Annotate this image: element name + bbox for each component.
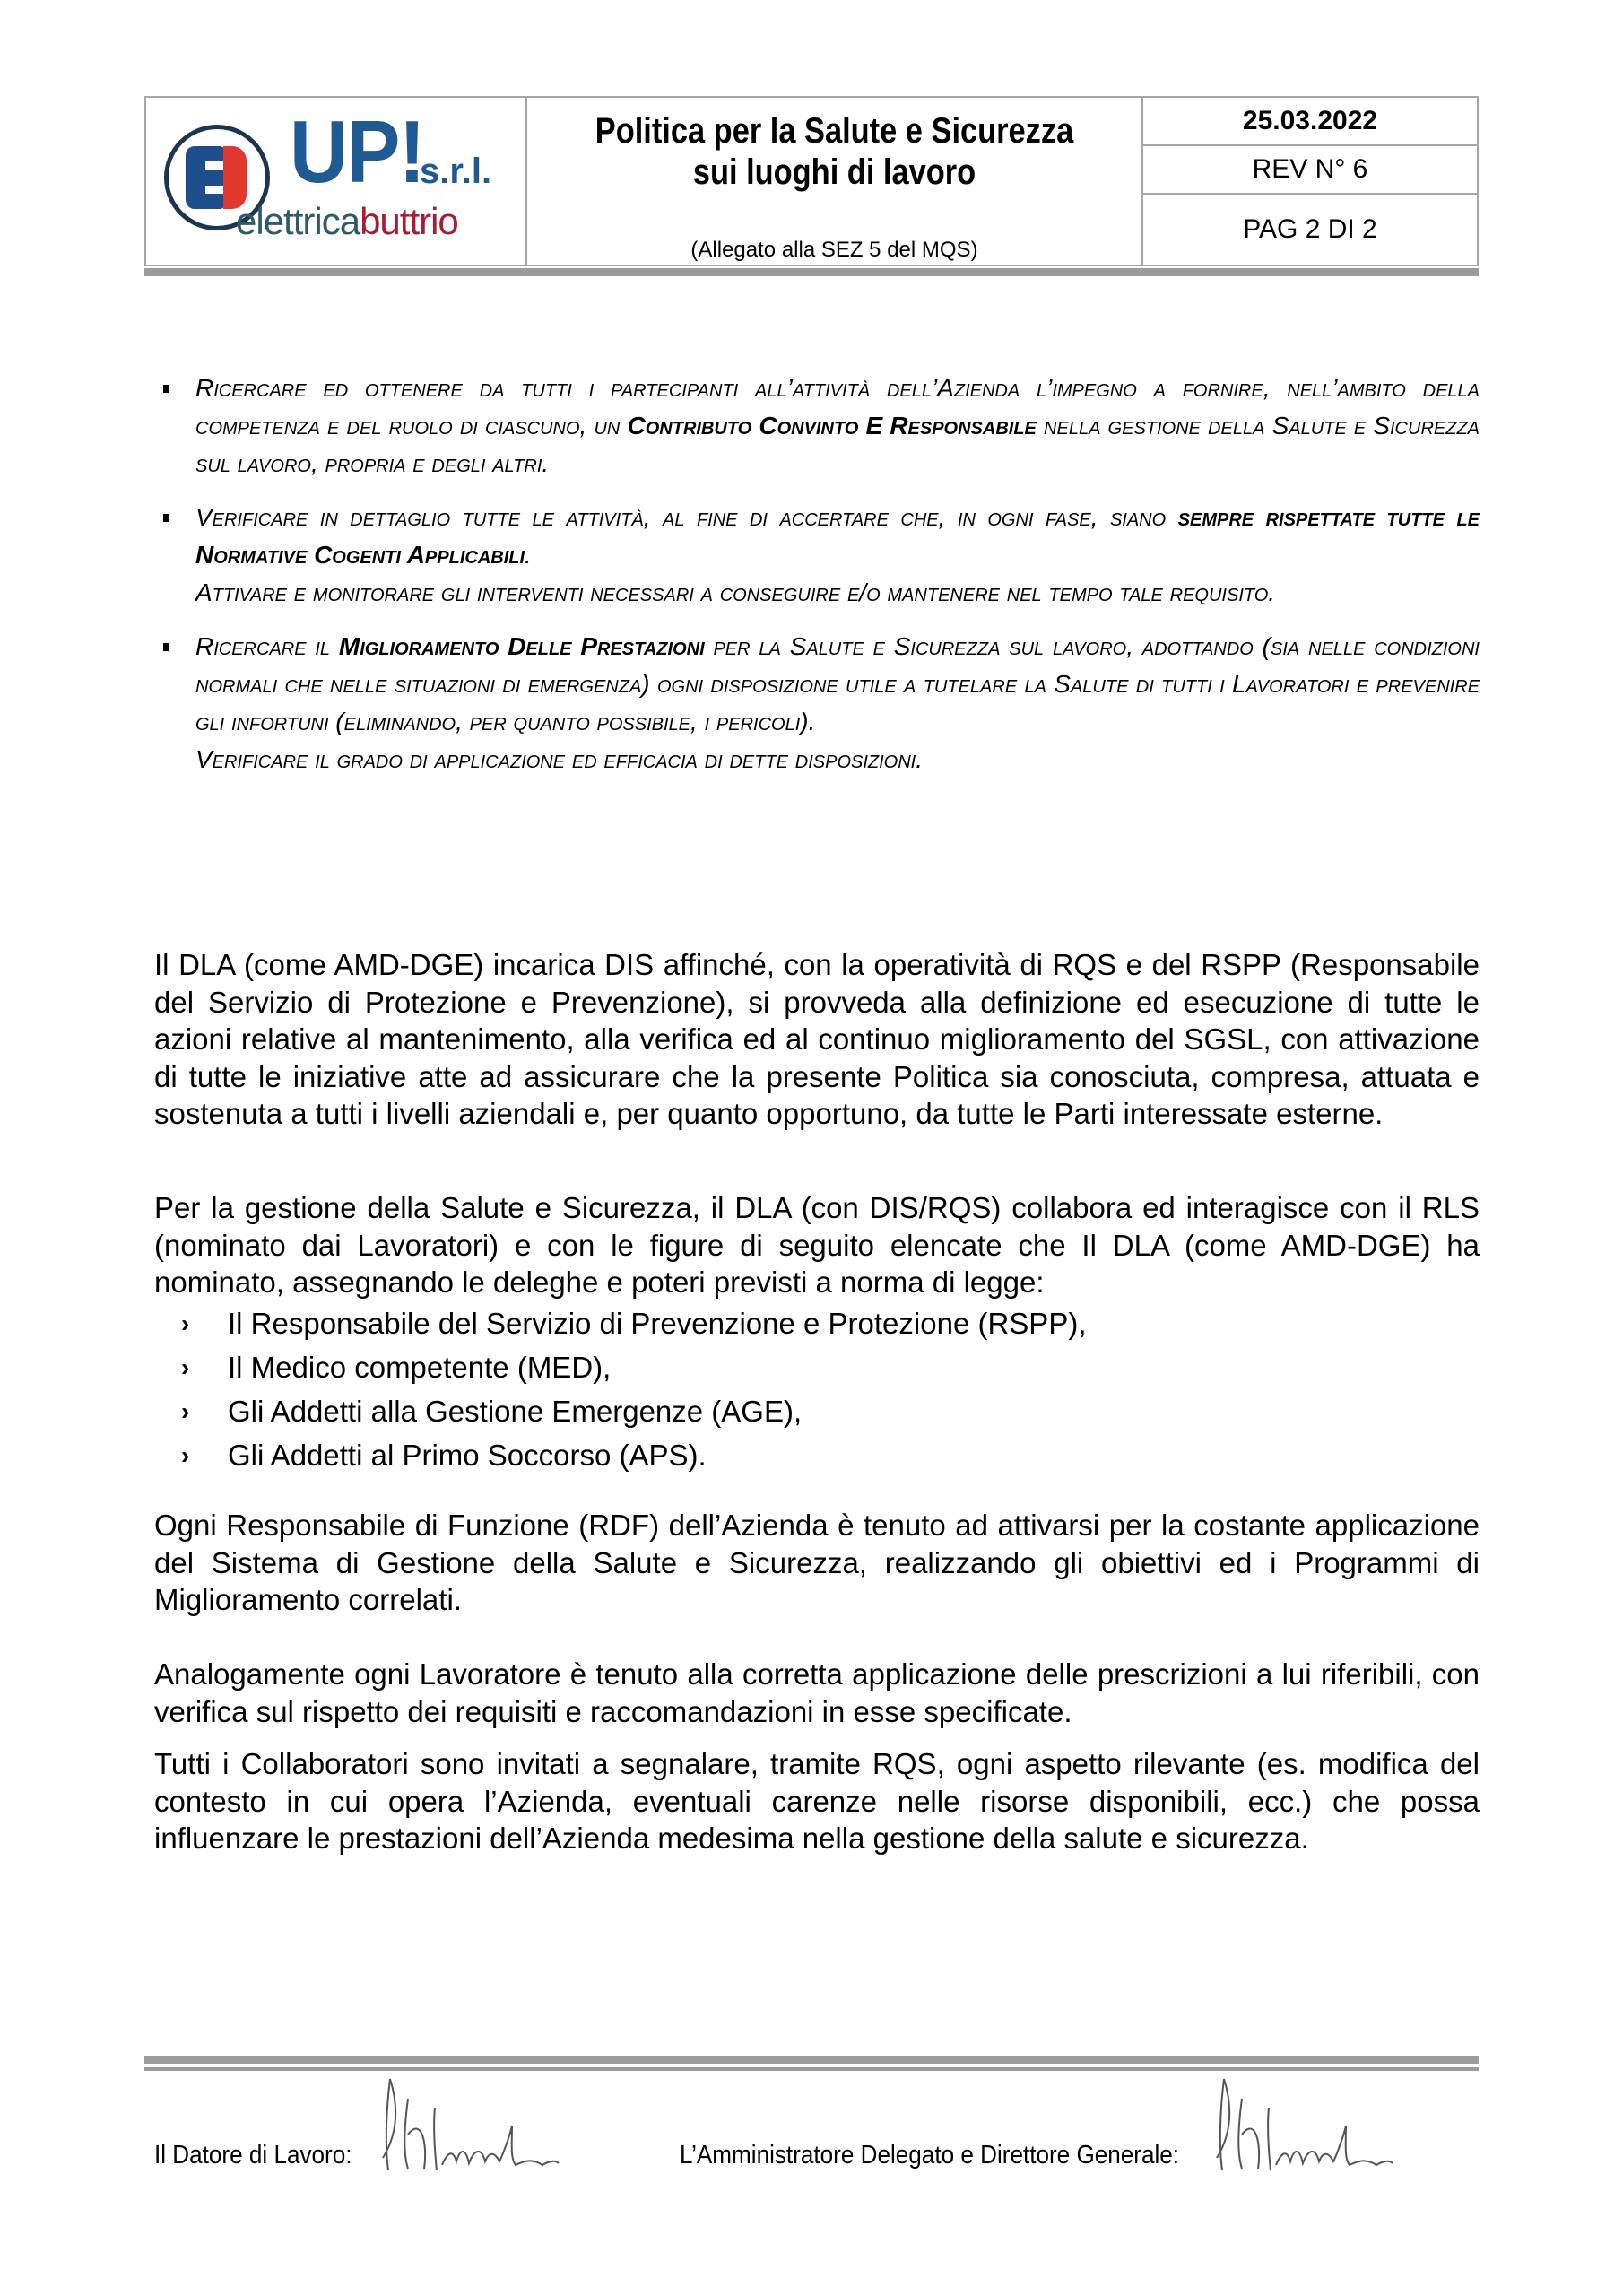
bullet-text: Verificare in dettaglio tutte le attività, al fine di accertare che, in ogni fase, siano sempre rispettate tutte le Normative Cogenti Applicabili. [195, 503, 1480, 569]
title-line-2: sui luoghi di lavoro [692, 152, 976, 192]
header-divider [144, 268, 1479, 276]
paragraph-responsibilities: Il DLA (come AMD-DGE) incarica DIS affinché, con la operatività di RQS e del RSPP (Responsabile del Servizio di Protezione e Prevenzione), si provveda alla definizione ed esecuzione di tutte le azioni relative al mantenimento, alla verifica ed al continuo miglioramento del SGSL, con attivazione di tutte le iniziative atte ad assicurare che la presente Politica sia conosciuta, compresa, attuata e sostenuta a tutti i livelli aziendali e, per quanto opportuno, da tutte le Parti interessate esterne. [154, 948, 1480, 1130]
list-item: › Il Medico competente (MED), [154, 1345, 1480, 1389]
paragraph-collaboration: Per la gestione della Salute e Sicurezza, il DLA (con DIS/RQS) collabora ed interagisce con il RLS (nominato dai Lavoratori) e con le figure di seguito elencate che Il DLA (come AMD-DGE) ha nominato, assegnando le deleghe e poteri previsti a norma di legge: › Il Responsabile del Servizio di Prevenzione e Protezione (RSPP), › Il Medico competente (MED), › Gli Addetti alla Gestione Emergenze (AGE), › Gli Addetti al Primo Soccorso (APS). [154, 1189, 1480, 1477]
square-bullet-icon [163, 385, 169, 393]
document-title [570, 110, 1098, 193]
ceo-signature-icon [1206, 2072, 1466, 2179]
document-meta [1143, 98, 1477, 265]
paragraph-collaborators: Tutti i Collaboratori sono invitati a segnalare, tramite RQS, ogni aspetto rilevante (es. modifica del contesto in cui opera l’Azienda, eventuali carenze nelle risorse disponibili, ecc.) che possa influenzare le prestazioni dell’Azienda medesima nella gestione della salute e sicurezza. [154, 1747, 1480, 1855]
bullet-extra-text: Verificare il grado di applicazione ed efficacia di dette disposizioni. [195, 745, 924, 773]
logo-suffix: s.r.l. [420, 152, 492, 191]
chevron-right-icon: › [181, 1352, 190, 1381]
bullet-text: Ricercare ed ottenere da tutti i partecipanti all’attività dell’Azienda l’impegno a fornire, nell’ambito della competenza e del ruolo di ciascuno, un Contributo Convinto E Responsabile nella gestione della Salute e Sicurezza sul lavoro, propria e degli altri. [195, 374, 1480, 477]
document-revision: REV N° 6 [1143, 146, 1477, 195]
bullet-emphasis: Miglioramento Delle Prestazioni [338, 632, 705, 660]
appointed-roles-list [154, 1301, 1480, 1477]
paragraph-workers: Analogamente ogni Lavoratore è tenuto alla corretta applicazione delle prescrizioni a lui riferibili, con verifica sul rispetto dei requisiti e raccomandazioni in esse specificate. [154, 1657, 1480, 1728]
bullet-text: Ricercare il Miglioramento Delle Prestazioni per la Salute e Sicurezza sul lavoro, adottando (sia nelle condizioni normali che nelle situazioni di emergenza) ogni disposizione utile a tutelare la Salute di tutti i Lavoratori e prevenire gli infortuni (eliminando, per quanto possibile, i pericoli). [195, 632, 1480, 735]
logo-brand: UP! [290, 102, 424, 201]
bullet-extra-text: Attivare e monitorare gli interventi necessari a conseguire e/o mantenere nel tempo tale requisito. [195, 578, 1276, 606]
logo-tagline-part1: elettrica [236, 200, 360, 242]
policy-bullet [154, 370, 1480, 483]
document-date: 25.03.2022 [1143, 98, 1477, 146]
employer-signature-icon [372, 2072, 632, 2179]
ceo-signature-label: L’Amministratore Delegato e Direttore Generale: [680, 2141, 1180, 2170]
document-subtitle: (Allegato alla SEZ 5 del MQS) [690, 238, 978, 262]
document-header [144, 96, 1479, 266]
title-line-1: Politica per la Salute e Sicurezza [595, 111, 1074, 151]
policy-bullets [154, 370, 1480, 795]
footer-divider-thin [144, 2067, 1479, 2071]
page-number: PAG 2 DI 2 [1243, 214, 1377, 244]
square-bullet-icon [163, 643, 169, 651]
document-title-cell [527, 98, 1143, 265]
chevron-right-icon: › [181, 1396, 190, 1425]
chevron-right-icon: › [181, 1309, 190, 1337]
square-bullet-icon [163, 514, 169, 522]
logo-tagline-part2: buttrio [360, 200, 458, 242]
list-item: › Il Responsabile del Servizio di Prevenzione e Protezione (RSPP), [154, 1301, 1480, 1345]
company-logo [146, 98, 527, 265]
list-item: › Gli Addetti al Primo Soccorso (APS). [154, 1433, 1480, 1477]
footer-divider [144, 2056, 1479, 2064]
logo-tagline [236, 201, 458, 242]
logo-e-icon [186, 146, 225, 209]
paragraph-function-managers: Ogni Responsabile di Funzione (RDF) dell’Azienda è tenuto ad attivarsi per la costante applicazione del Sistema di Gestione della Salute e Sicurezza, realizzando gli obiettivi ed i Programmi di Miglioramento correlati. [154, 1509, 1480, 1616]
bullet-emphasis: sempre rispettate tutte le Normative Cogenti Applicabili [195, 503, 1480, 569]
list-item: › Gli Addetti alla Gestione Emergenze (AGE), [154, 1389, 1480, 1433]
chevron-right-icon: › [181, 1440, 190, 1469]
policy-bullet [154, 628, 1480, 778]
policy-bullet [154, 499, 1480, 612]
bullet-emphasis: Contributo Convinto E Responsabile [627, 412, 1037, 439]
employer-signature-label: Il Datore di Lavoro: [154, 2141, 352, 2170]
